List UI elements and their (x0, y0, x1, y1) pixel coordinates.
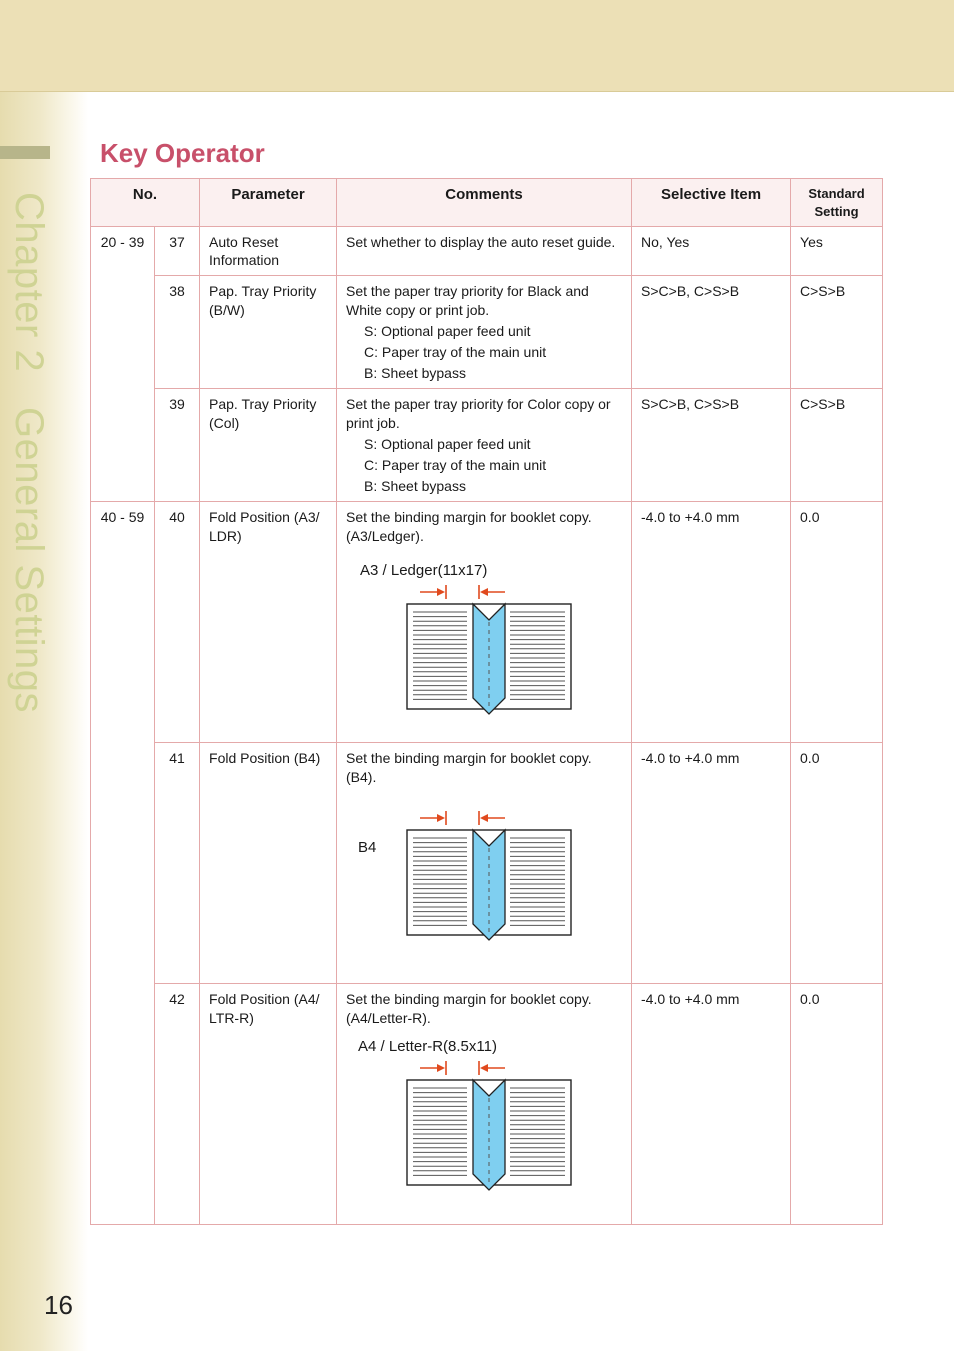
table-row (91, 276, 883, 389)
figure-label: A4 / Letter-R(8.5x11) (358, 1037, 497, 1055)
row-number: 38 (155, 276, 200, 389)
row-parameter: Auto Reset Information (200, 227, 337, 276)
booklet-fold-diagram-icon (406, 808, 576, 943)
chapter-title: General Settings (7, 407, 51, 713)
table-row (91, 743, 883, 984)
group-range: 20 - 39 (91, 227, 155, 502)
table-row (91, 227, 883, 276)
row-parameter: Fold Position (B4) (200, 743, 337, 984)
row-comment-cell (337, 984, 632, 1225)
row-comment: Set the binding margin for booklet copy. (A4/Letter-R). (346, 991, 592, 1026)
table-row (91, 984, 883, 1225)
margin-arrow-icon (420, 585, 505, 599)
row-parameter: Pap. Tray Priority (B/W) (200, 276, 337, 389)
fold-figure (346, 808, 622, 943)
row-selective-item: -4.0 to +4.0 mm (632, 743, 791, 984)
row-comment: Set the binding margin for booklet copy. (B4). (346, 750, 592, 785)
section-title: Key Operator (100, 138, 265, 168)
row-number: 37 (155, 227, 200, 276)
header-standard-line1: Standard (808, 186, 865, 201)
chapter-number: Chapter 2 (7, 192, 51, 373)
row-selective-item: -4.0 to +4.0 mm (632, 502, 791, 743)
booklet-fold-diagram-icon (406, 1058, 576, 1193)
header-selective-item: Selective Item (632, 179, 791, 227)
chapter-marker (0, 146, 50, 159)
page-number: 16 (44, 1290, 73, 1320)
chapter-heading (6, 192, 51, 713)
figure-label: B4 (358, 838, 377, 856)
fold-figure (346, 1037, 622, 1194)
group-range: 40 - 59 (91, 502, 155, 1225)
table-row (91, 389, 883, 502)
row-comment-option: B: Sheet bypass (364, 478, 466, 495)
row-comment: Set the paper tray priority for Color copy or print job. (346, 396, 611, 431)
header-no: No. (91, 179, 200, 227)
row-standard-setting: 0.0 (791, 743, 883, 984)
row-parameter: Pap. Tray Priority (Col) (200, 389, 337, 502)
figure-label: A3 / Ledger(11x17) (360, 561, 488, 579)
row-parameter: Fold Position (A3/ LDR) (200, 502, 337, 743)
row-comment-cell (337, 743, 632, 984)
row-comment: Set the binding margin for booklet copy. (A3/Ledger). (346, 509, 592, 544)
row-comment-cell (337, 389, 632, 502)
row-comment: Set whether to display the auto reset guide. (337, 227, 632, 276)
row-number: 39 (155, 389, 200, 502)
fold-figure (346, 561, 622, 718)
top-header-band (0, 0, 954, 92)
row-standard-setting: Yes (791, 227, 883, 276)
row-comment-cell (337, 276, 632, 389)
row-standard-setting: C>S>B (791, 389, 883, 502)
row-comment-option: C: Paper tray of the main unit (364, 456, 547, 473)
header-comments: Comments (337, 179, 632, 227)
row-parameter: Fold Position (A4/ LTR-R) (200, 984, 337, 1225)
booklet-fold-diagram-icon (406, 582, 576, 717)
header-standard-setting (791, 179, 883, 227)
row-comment-option: C: Paper tray of the main unit (364, 344, 547, 361)
row-selective-item: S>C>B, C>S>B (632, 276, 791, 389)
row-comment-cell (337, 502, 632, 743)
row-comment-option: S: Optional paper feed unit (364, 322, 531, 339)
row-number: 40 (155, 502, 200, 743)
table-header-row (91, 179, 883, 227)
row-selective-item: No, Yes (632, 227, 791, 276)
row-standard-setting: C>S>B (791, 276, 883, 389)
row-number: 42 (155, 984, 200, 1225)
row-comment-option: B: Sheet bypass (364, 365, 466, 382)
margin-arrow-icon (420, 1061, 505, 1075)
table-row (91, 502, 883, 743)
row-selective-item: S>C>B, C>S>B (632, 389, 791, 502)
margin-arrow-icon (420, 811, 505, 825)
header-parameter: Parameter (200, 179, 337, 227)
row-selective-item: -4.0 to +4.0 mm (632, 984, 791, 1225)
settings-table (90, 178, 883, 1225)
row-number: 41 (155, 743, 200, 984)
header-standard-line2: Setting (814, 203, 859, 219)
row-standard-setting: 0.0 (791, 984, 883, 1225)
row-standard-setting: 0.0 (791, 502, 883, 743)
row-comment: Set the paper tray priority for Black and White copy or print job. (346, 283, 589, 318)
row-comment-option: S: Optional paper feed unit (364, 435, 531, 452)
